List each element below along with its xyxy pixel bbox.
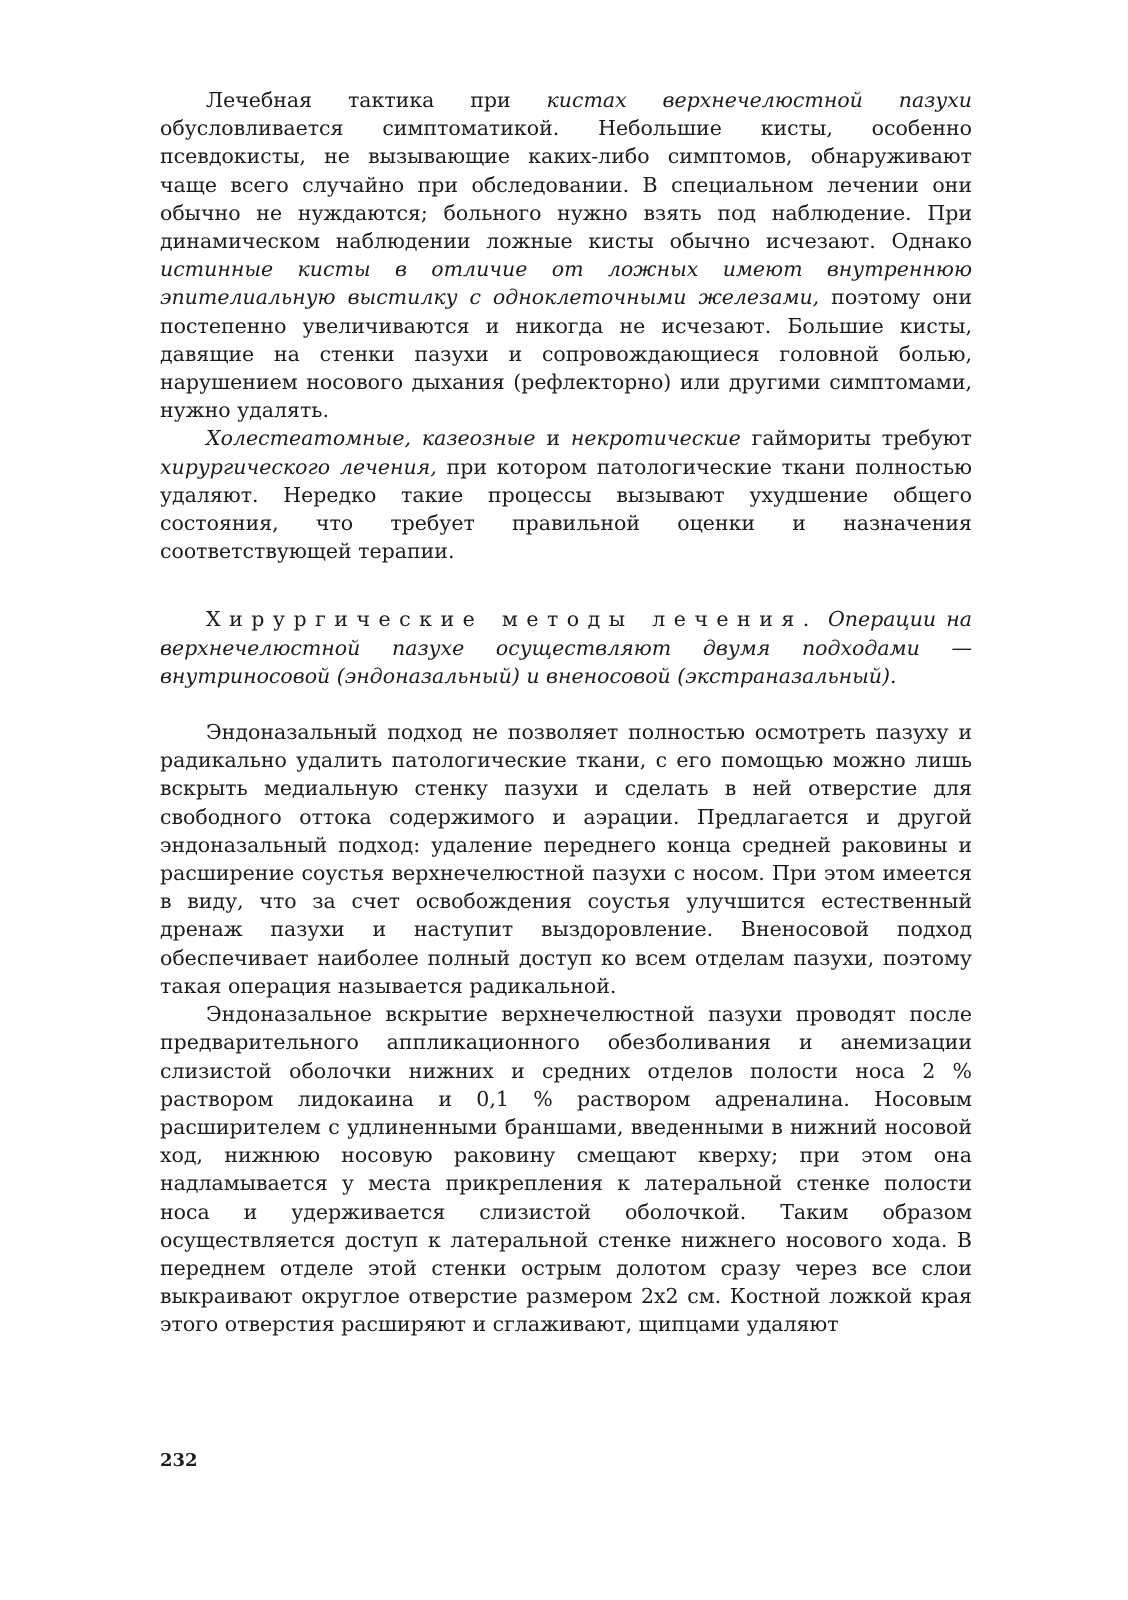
paragraph-cysts-tactics bbox=[160, 86, 972, 424]
text-run: гаймориты требуют bbox=[740, 426, 972, 451]
text-run: и bbox=[535, 426, 571, 451]
italic-term-necrotic: некротические bbox=[570, 426, 741, 451]
section-gap bbox=[160, 690, 972, 718]
text-run: при котором патологические ткани полностью удаляют. Нередко такие процессы вызывают ухудшение общего состояния, что требует правильной оценки и назначения соответствующей терапии. bbox=[160, 454, 972, 564]
text-run: обусловливается симптоматикой. Небольшие кисты, особенно псевдокисты, не вызывающие каких-либо симптомов, обнаруживают чаще всего случайно при обследовании. В специальном лечении они обычно не нуждаются; больного нужно взять под наблюдение. При динамическом наблюдении ложные кисты обычно исчезают. Однако bbox=[160, 116, 972, 254]
text-run: поэтому они постепенно увеличиваются и никогда не исчезают. Большие кисты, давящие на стенки пазухи и сопровождающиеся головной болью, нарушением носового дыхания (рефлекторно) или другими симптомами, нужно удалять. bbox=[160, 285, 972, 423]
text-run bbox=[411, 426, 422, 450]
italic-term-cholesteatoma: Холестеатомные, bbox=[206, 426, 412, 451]
paragraph-endonasal-opening: Эндоназальное вскрытие верхнечелюстной пазухи проводят после предварительного аппликационного обезболивания и анемизации слизистой оболочки нижних и средних отделов полости носа 2 % раствором лидокаина и 0,1 % раствором адреналина. Носовым расширителем с удлиненными браншами, введенными в нижний носовой ход, нижнюю носовую раковину смещают кверху; при этом она надламывается у места прикрепления к латеральной стенке полости носа и удерживается слизистой оболочкой. Таким образом осуществляется доступ к латеральной стенке нижнего носового хода. В переднем отделе этой стенки острым долотом сразу через все слои выкраивают округлое отверстие размером 2х2 см. Костной ложкой края этого отверстия расширяют и сглаживают, щипцами удаляют bbox=[160, 1002, 972, 1337]
text-run: Лечебная тактика при bbox=[206, 88, 547, 112]
italic-surgical-approaches: Операции на верхнечелюстной пазухе осуществляют двумя подходами — внутриносовой (эндоназальный) и вненосовой (экстраназальный). bbox=[160, 607, 972, 688]
italic-true-cysts-definition: истинные кисты в отличие от ложных имеют внутреннюю эпителиальную выстилку с одноклеточными железами, bbox=[160, 257, 972, 310]
page-number: 232 bbox=[160, 1450, 198, 1471]
italic-term-surgical-treatment: хирургического лечения, bbox=[160, 454, 437, 479]
paragraph-endonasal-approach: Эндоназальный подход не позволяет полностью осмотреть пазуху и радикально удалить патологические ткани, с его помощью можно лишь вскрыть медиальную стенку пазухи и сделать в ней отверстие для свободного оттока содержимого и аэрации. Предлагается и другой эндоназальный подход: удаление переднего конца средней раковины и расширение соустья верхнечелюстной пазухи с носом. При этом имеется в виду, что за счет освобождения соустья улучшится естественный дренаж пазухи и наступит выздоровление. Вненосовой подход обеспечивает наиболее полный доступ ко всем отделам пазухи, поэтому такая операция называется радикальной. bbox=[160, 720, 972, 998]
paragraph-cholesteatoma bbox=[160, 424, 972, 565]
page-body bbox=[160, 86, 972, 1339]
italic-term-caseous: казеозные bbox=[421, 426, 536, 451]
italic-term-maxillary-cysts: кистах верхнечелюстной пазухи bbox=[546, 88, 972, 112]
paragraph-surgical-methods bbox=[160, 605, 972, 690]
section-heading-surgical-methods: Хирургические методы лечения. bbox=[206, 607, 818, 632]
section-gap bbox=[160, 565, 972, 605]
